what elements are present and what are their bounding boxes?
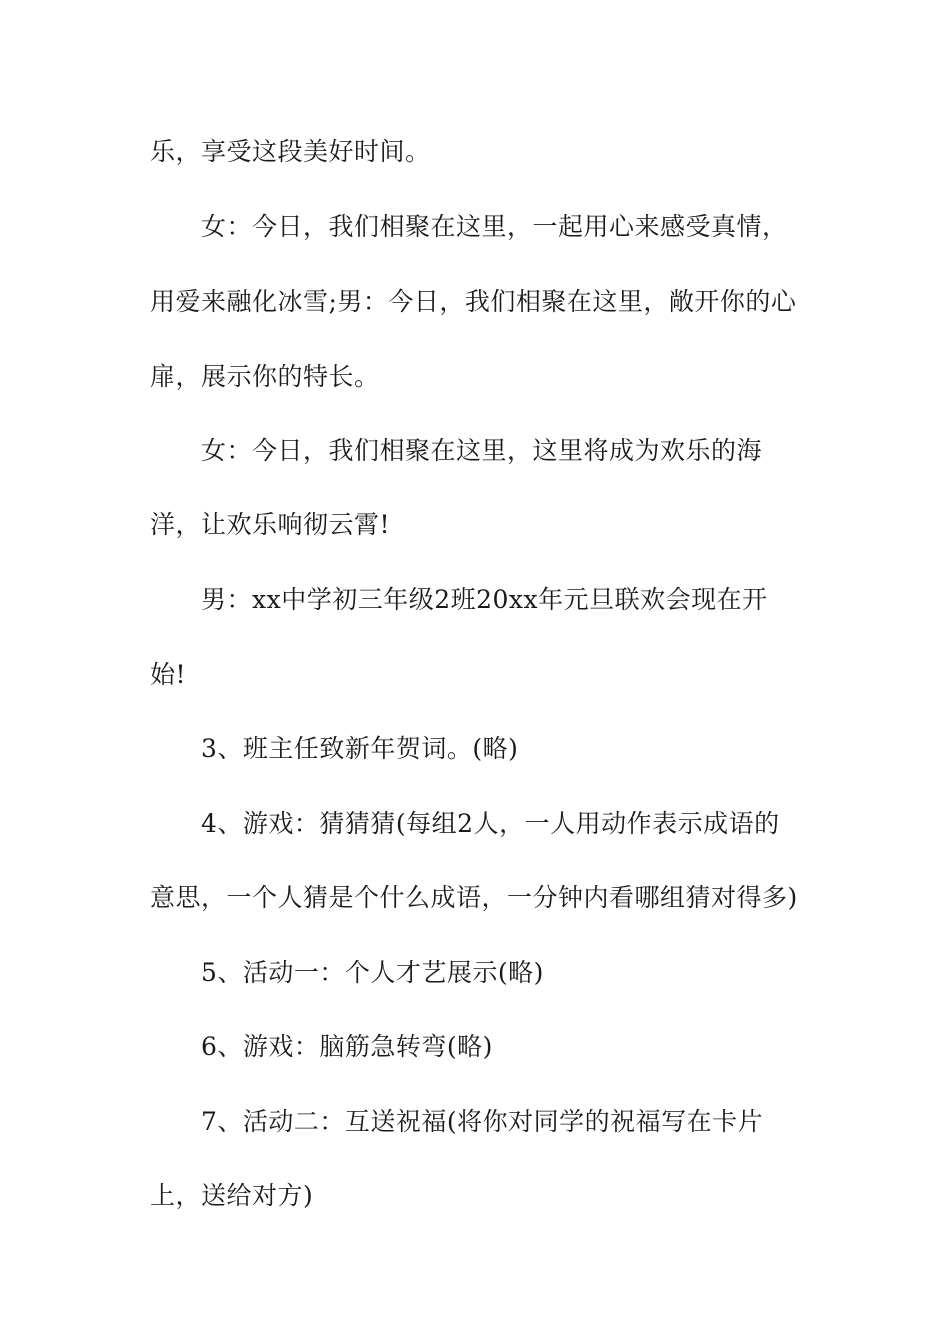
- text-line: 始!: [150, 660, 187, 689]
- text-line: 洋，让欢乐响彻云霄!: [150, 510, 391, 539]
- text-line: 乐，享受这段美好时间。: [150, 137, 431, 166]
- text-line: 7、活动二：互送祝福(将你对同学的祝福写在卡片: [201, 1107, 764, 1136]
- text-line: 上，送给对方): [150, 1181, 314, 1210]
- text-line: 3、班主任致新年贺词。(略): [201, 734, 519, 763]
- text-line: 6、游戏：脑筋急转弯(略): [201, 1032, 493, 1061]
- text-line: 扉，展示你的特长。: [150, 362, 380, 391]
- text-line: 4、游戏：猜猜猜(每组2人，一人用动作表示成语的: [201, 809, 780, 838]
- text-line: 女：今日，我们相聚在这里，这里将成为欢乐的海: [201, 436, 763, 465]
- text-line: 意思，一个人猜是个什么成语，一分钟内看哪组猜对得多): [150, 883, 798, 912]
- text-line: 5、活动一：个人才艺展示(略): [201, 958, 544, 987]
- text-line: 女：今日，我们相聚在这里，一起用心来感受真情，: [201, 212, 788, 241]
- text-line: 男：xx中学初三年级2班20xx年元旦联欢会现在开: [201, 585, 768, 614]
- text-line: 用爱来融化冰雪;男：今日，我们相聚在这里，敞开你的心: [150, 287, 797, 316]
